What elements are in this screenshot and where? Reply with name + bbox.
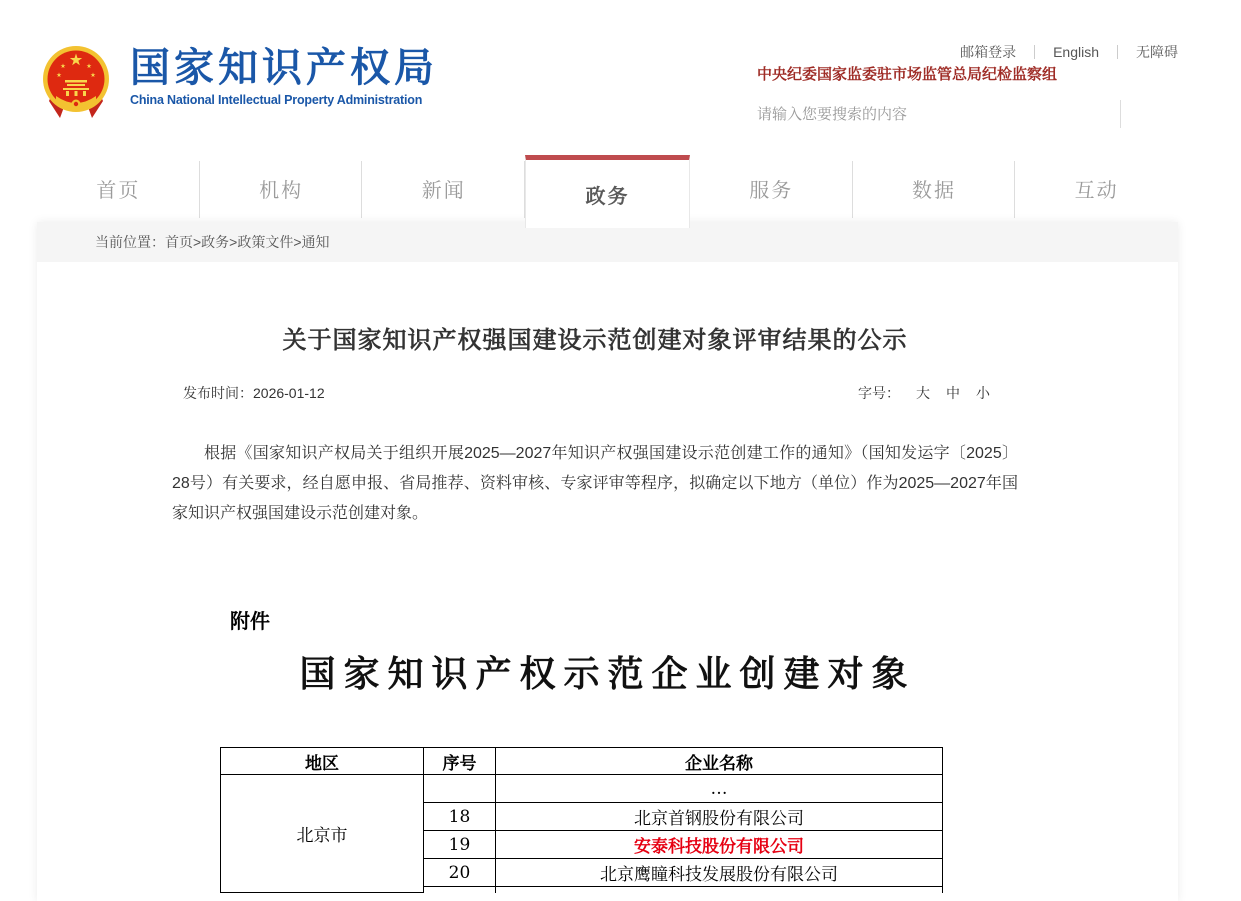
tab-home[interactable]: [37, 155, 200, 222]
publish-date-group: [183, 383, 325, 403]
search-divider: [1120, 100, 1121, 128]
tab-services[interactable]: [690, 155, 853, 222]
name-cell: [496, 887, 943, 893]
breadcrumb-label: 当前位置：: [95, 234, 165, 250]
tab-government-affairs[interactable]: [525, 155, 690, 228]
main-nav: [37, 155, 1178, 222]
attachment-label: 附件: [230, 611, 270, 633]
site-subtitle: China National Intellectual Property Administration: [130, 93, 423, 107]
divider: [1117, 45, 1118, 59]
name-cell: 北京鹰瞳科技发展股份有限公司: [496, 859, 943, 887]
region-cell: 北京市: [221, 775, 424, 893]
tab-label: 服务: [749, 180, 794, 202]
article: [37, 262, 1178, 529]
tab-label: 首页: [96, 180, 141, 202]
national-emblem-icon: [40, 44, 112, 120]
publish-date-label: 发布时间：: [183, 385, 253, 401]
article-body: 根据《国家知识产权局关于组织开展2025—2027年知识产权强国建设示范创建工作的通知》（国知发运字〔2025〕28号）有关要求，经自愿申报、省局推荐、资料审核、专家评审等程序，拟确定以下地方（单位）作为2025—2027年国家知识产权强国建设示范创建对象。: [172, 445, 1018, 522]
name-cell: 北京首钢股份有限公司: [496, 803, 943, 831]
divider: [1034, 45, 1035, 59]
article-meta: [172, 383, 1018, 403]
content-container: [37, 222, 1178, 901]
publish-date-value: 2026-01-12: [253, 385, 325, 401]
enterprise-table: [220, 747, 943, 893]
tab-interaction[interactable]: [1015, 155, 1178, 222]
tab-data[interactable]: [853, 155, 1016, 222]
font-size-medium-button[interactable]: 中: [946, 385, 960, 401]
site-logo[interactable]: [40, 44, 438, 120]
tab-news[interactable]: [362, 155, 525, 222]
tab-label: 数据: [911, 180, 956, 202]
font-size-control: [858, 383, 990, 403]
tab-organization[interactable]: [200, 155, 363, 222]
english-link[interactable]: English: [1053, 44, 1099, 60]
tab-label: 机构: [259, 180, 304, 202]
table-row: [221, 775, 943, 803]
font-size-large-button[interactable]: 大: [916, 385, 930, 401]
table-header-row: [221, 748, 943, 775]
article-title: 关于国家知识产权强国建设示范创建对象评审结果的公示: [282, 327, 908, 354]
search-input[interactable]: [757, 100, 1112, 128]
tab-label: 政务: [585, 185, 630, 208]
col-header-region: 地区: [221, 748, 424, 775]
tab-label: 互动: [1074, 180, 1119, 202]
no-cell: 20: [424, 859, 496, 887]
logo-text: [130, 44, 438, 107]
breadcrumb: [37, 222, 1178, 262]
name-cell-highlighted: 安泰科技股份有限公司: [496, 831, 943, 859]
discipline-inspection-link[interactable]: 中央纪委国家监委驻市场监管总局纪检监察组: [757, 66, 1058, 83]
site-header: [0, 0, 1241, 155]
font-size-label: 字号：: [858, 385, 900, 401]
site-title: 国家知识产权局: [130, 46, 438, 90]
no-cell: [424, 775, 496, 803]
font-size-small-button[interactable]: 小: [976, 385, 990, 401]
attachment-title: 国家知识产权示范企业创建对象: [299, 654, 916, 694]
accessibility-link[interactable]: 无障碍: [1136, 44, 1178, 60]
mail-login-link[interactable]: 邮箱登录: [960, 44, 1017, 60]
no-cell: [424, 887, 496, 893]
breadcrumb-path[interactable]: 首页>政务>政策文件>通知: [165, 234, 330, 250]
no-cell: 19: [424, 831, 496, 859]
tab-label: 新闻: [421, 180, 466, 202]
no-cell: 18: [424, 803, 496, 831]
name-cell: …: [496, 775, 943, 803]
col-header-no: 序号: [424, 748, 496, 775]
search-bar: [757, 100, 1178, 130]
utility-links: [960, 42, 1178, 62]
col-header-name: 企业名称: [496, 748, 943, 775]
